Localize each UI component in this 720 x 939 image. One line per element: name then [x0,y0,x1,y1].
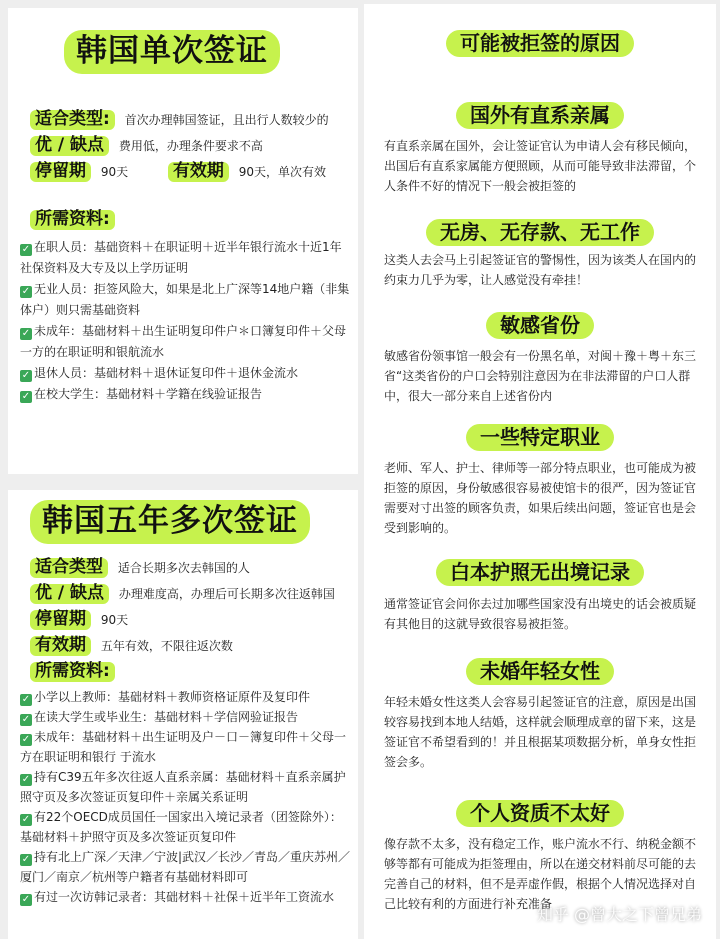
single-proscons-label: 优 / 缺点 [30,136,109,156]
single-valid-label: 有效期 [168,162,229,182]
check-icon: ✓ [21,391,31,402]
list-item: ✓ 有过一次访韩记录者：其础材料＋社保＋近半年工资流水 [21,890,335,905]
list-item: ✓ 持有北上广深／天津／宁波|武汉／长沙／青岛／重庆苏州／厦门／南京／杭州等户籍者有基础材料即可 [20,850,351,884]
reasons-panel [364,4,716,939]
check-icon: ✓ [21,328,31,339]
list-item: ✓ 未成年：基础材料＋出生证明复印件户＊口簿复印件＋父母一方的在职证明和银航流水 [20,324,347,359]
single-type-row [30,110,354,130]
list-item: ✓ 有22个OECD成员国任一国家出入境记录者（团签除外）：基础材料＋护照守页及多次签证页复印件 [20,810,342,844]
multi-docs-label: 所需资料: [30,662,115,682]
reason-title: 敏感省份 [486,312,594,339]
multi-valid-row [30,636,354,656]
single-docs-list [20,237,352,405]
single-proscons-text: 费用低，办理条件要求不高 [118,139,263,153]
reason-text: 这类人去会马上引起签证官的警惕性，因为该类人在国内的约束力几乎为零，让人感觉没有牵挂！ [384,253,697,287]
multi-type-text: 适合长期多次去韩国的人 [117,561,250,575]
multi-stay-label: 停留期 [30,610,91,630]
multi-docs-heading-row [30,662,354,682]
reason-title: 一些特定职业 [466,424,614,451]
multi-stay-row [30,610,354,630]
multi-visa-title: 韩国五年多次签证 [30,500,310,544]
right-column [360,0,720,939]
single-type-label: 适合类型: [30,110,115,130]
reason-6-title-wrap [364,658,716,685]
single-visa-title: 韩国单次签证 [64,30,280,74]
multi-type-row [30,558,354,578]
reason-text: 有直系亲属在国外，会让签证官认为申请人会有移民倾向，出国后有直系家属能方便照顾，从而可能导致非法滞留，个人条件不好的情况下一般会被拒签的 [384,139,697,193]
check-icon: ✓ [21,814,31,825]
single-proscons-row [30,136,354,156]
watermark: 知乎 @曾大之下曾兄弟 [536,905,702,924]
check-icon: ✓ [21,694,31,705]
single-type-text: 首次办理韩国签证，且出行人数较少的 [124,113,329,127]
reason-5-title-wrap [364,559,716,586]
check-icon: ✓ [21,894,31,905]
list-item: ✓ 在读大学生或毕业生：基础材料＋学信网验证报告 [21,710,299,725]
reason-text: 年轻未婚女性这类人会容易引起签证官的注意，原因是出国较容易找到本地人结婚，这样就会顺理成章的留下来，这是签证官不希望看到的！并且根据某项数据分析，单身女性拒签会多。 [384,695,697,769]
check-icon: ✓ [21,286,31,297]
single-stay-valid-row [30,162,354,182]
list-item: ✓ 在校大学生：基础材料＋学籍在线验证报告 [21,387,263,402]
check-icon: ✓ [21,854,31,865]
list-item: ✓ 在职人员：基础资料＋在职证明＋近半年银行流水十近1年社保资料及大专及以上学历证明 [20,240,342,275]
multi-valid-label: 有效期 [30,636,91,656]
reason-text: 敏感省份领事馆一般会有一份黑名单，对闽＋豫＋粤＋东三省“这类省份的户口会特别注意因为在非法滞留的户口人群中，很大一部分来自上述省份内 [384,349,697,403]
check-icon: ✓ [21,734,31,745]
multi-docs-list [20,687,352,907]
reason-title: 国外有直系亲属 [456,102,624,129]
check-icon: ✓ [21,714,31,725]
single-docs-heading-row [30,210,354,230]
reason-title: 白本护照无出境记录 [436,559,644,586]
single-valid-text: 90天，单次有效 [238,165,327,179]
multi-proscons-row [30,584,354,604]
reason-2-title-wrap [364,219,716,246]
multi-type-label: 适合类型 [30,558,108,578]
check-icon: ✓ [21,244,31,255]
reason-4-title-wrap [364,424,716,451]
multi-stay-text: 90天 [100,613,129,627]
reason-text: 老师、军人、护士、律师等一部分特点职业，也可能成为被拒签的原因，身份敏感很容易被使馆卡的很严，因为签证官需要对寸出签的顾客负责，如果后续出问题，签证官也是会受到影响的。 [384,461,697,535]
list-item: ✓ 未成年：基础材料＋出生证明及户－口－簿复印件＋父母一方在职证明和银行 于流水 [20,730,347,764]
reason-title: 未婚年轻女性 [466,658,614,685]
single-docs-label: 所需资料: [30,210,115,230]
list-item: ✓ 无业人员：拒签风险大，如果是北上广深等14地户籍（非集体户）则只需基础资料 [20,282,350,317]
reason-text: 通常签证官会问你去过加哪些国家没有出境史的话会被质疑有其他目的这就导致很容易被拒签。 [384,597,697,631]
reason-text: 像存款不太多，没有稳定工作，账户流水不行、纳税金额不够等都有可能成为拒签理由，所以在递交材料前尽可能的去完善自己的材料，但不是弄虚作假，根据个人情况选择对自己比较有利的方面进行补充准备 [384,837,697,911]
reason-1-title-wrap [364,102,716,129]
reason-7-title-wrap [364,800,716,827]
multi-proscons-text: 办理难度高，办理后可长期多次往返韩国 [118,587,335,601]
check-icon: ✓ [21,774,31,785]
reasons-title-wrap [364,30,716,57]
single-stay-label: 停留期 [30,162,91,182]
single-stay-text: 90天 [100,165,129,179]
multi-visa-panel [8,490,358,939]
reason-3-title-wrap [364,312,716,339]
reason-title: 个人资质不太好 [456,800,624,827]
list-item: ✓ 小学以上教师：基础材料＋教师资格证原件及复印件 [21,690,311,705]
multi-proscons-label: 优 / 缺点 [30,584,109,604]
multi-valid-text: 五年有效，不限往返次数 [100,639,233,653]
single-visa-panel [8,8,358,474]
list-item: ✓ 持有C39五年多次往返人直系亲属：基础材料＋直系亲属护照守页及多次签证页复印件＋亲属关系证明 [20,770,346,804]
check-icon: ✓ [21,370,31,381]
reasons-title: 可能被拒签的原因 [446,30,634,57]
reason-title: 无房、无存款、无工作 [426,219,654,246]
list-item: ✓ 退休人员：基础材料＋退休证复印件＋退休金流水 [21,366,299,381]
